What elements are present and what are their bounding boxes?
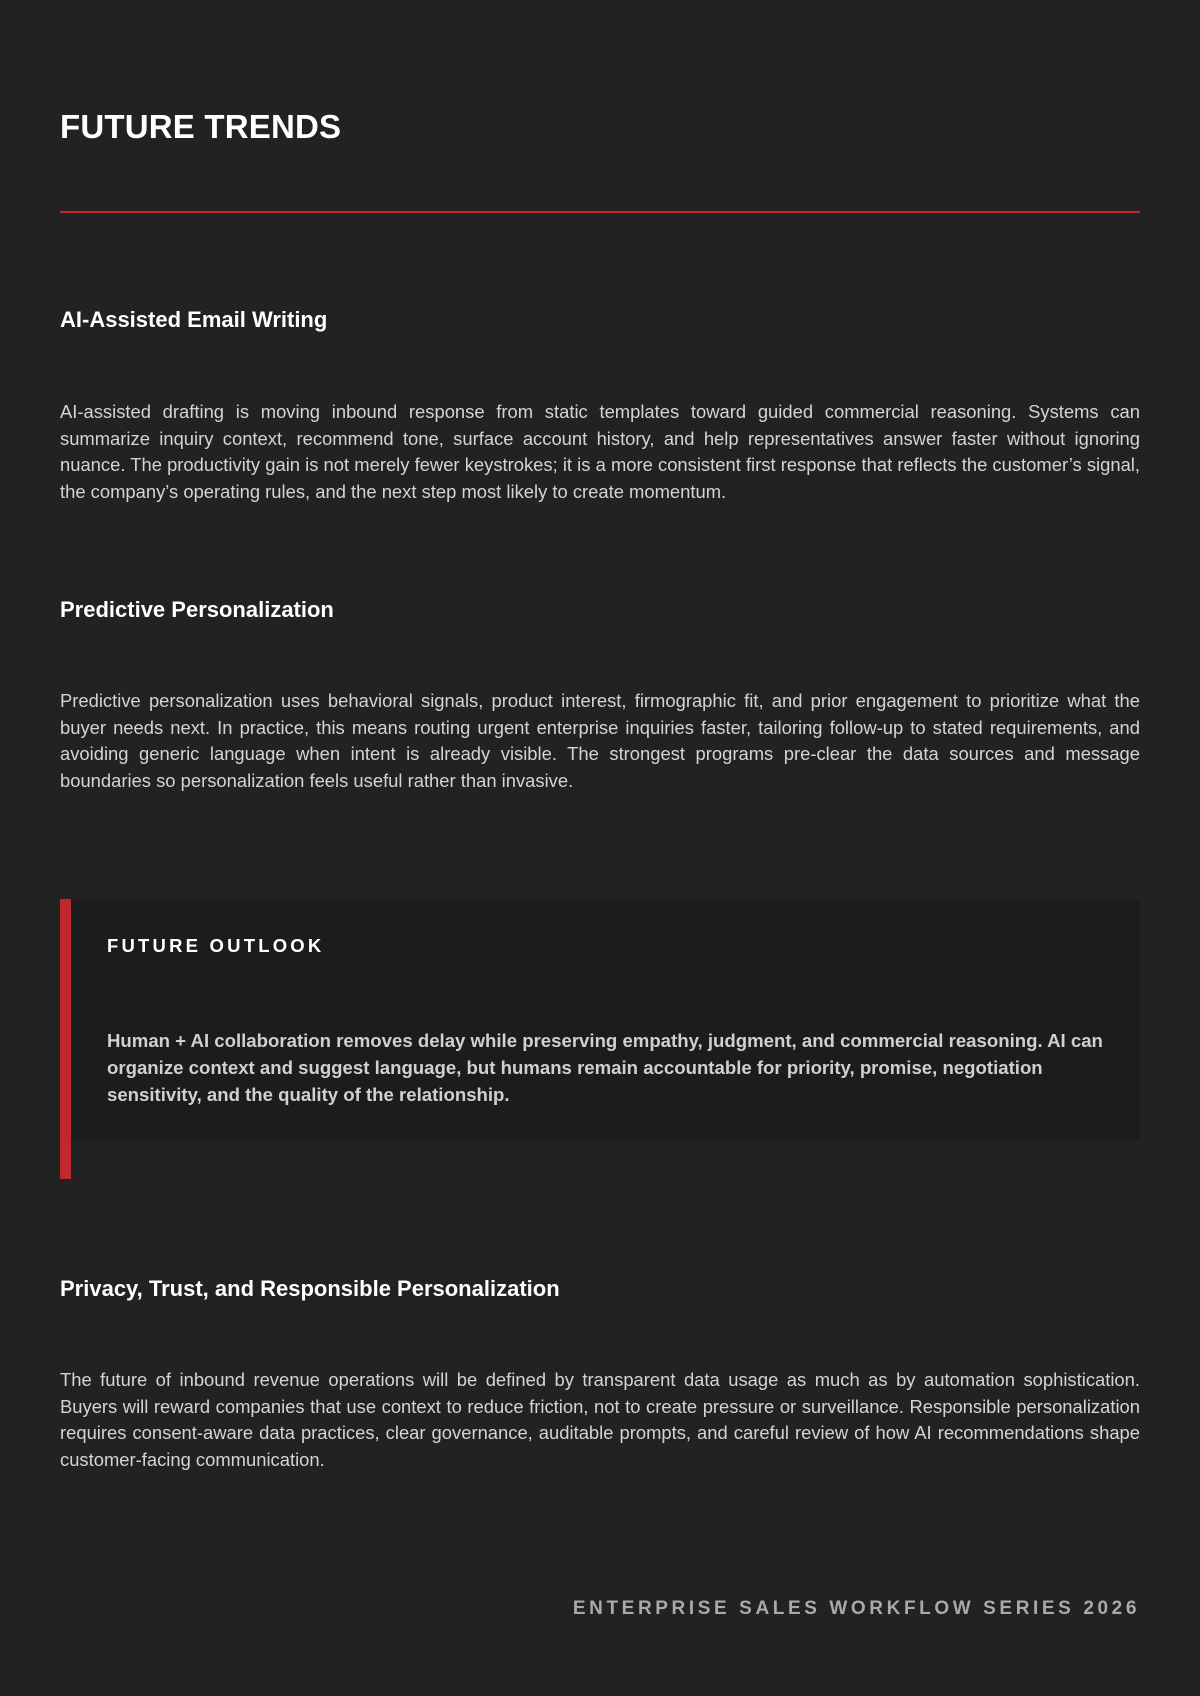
section-heading-predictive: Predictive Personalization xyxy=(60,597,334,622)
section-body-privacy: The future of inbound revenue operations will be defined by transparent data usage as much as by automation sophistication. Buyers will reward companies that use context to reduce friction, not to create pressure or surveillance. Responsible personalization requires consent-aware data practices, clear governance, auditable prompts, and careful review of how AI recommendations shape customer-facing communication. xyxy=(60,1369,1140,1470)
future-outlook-callout xyxy=(60,899,1140,1179)
section-body-ai-email: AI-assisted drafting is moving inbound response from static templates toward guided commercial reasoning. Systems can summarize inquiry context, recommend tone, surface account history, and help representatives answer faster without ignoring nuance. The productivity gain is not merely fewer keystrokes; it is a more consistent first response that reflects the customer’s signal, the company’s operating rules, and the next step most likely to create momentum. xyxy=(60,401,1140,502)
callout-panel xyxy=(71,899,1140,1141)
title-divider xyxy=(60,211,1140,213)
page-title: FUTURE TRENDS xyxy=(60,108,342,145)
section-heading-ai-email: AI-Assisted Email Writing xyxy=(60,307,328,332)
callout-body: Human + AI collaboration removes delay while preserving empathy, judgment, and commercial reasoning. AI can organize context and suggest language, but humans remain accountable for priority, promise, negotiation sensitivity, and the quality of the relationship. xyxy=(107,1030,1103,1105)
callout-title: FUTURE OUTLOOK xyxy=(107,935,325,956)
section-body-predictive: Predictive personalization uses behavioral signals, product interest, firmographic fit, and prior engagement to prioritize what the buyer needs next. In practice, this means routing urgent enterprise inquiries faster, tailoring follow-up to stated requirements, and avoiding generic language when intent is already visible. The strongest programs pre-clear the data sources and message boundaries so personalization feels useful rather than invasive. xyxy=(60,690,1140,791)
callout-accent-bar xyxy=(60,899,71,1179)
section-heading-privacy: Privacy, Trust, and Responsible Personalization xyxy=(60,1276,560,1301)
footer-series-label: ENTERPRISE SALES WORKFLOW SERIES 2026 xyxy=(572,1598,1140,1619)
document-page xyxy=(60,0,1140,1696)
